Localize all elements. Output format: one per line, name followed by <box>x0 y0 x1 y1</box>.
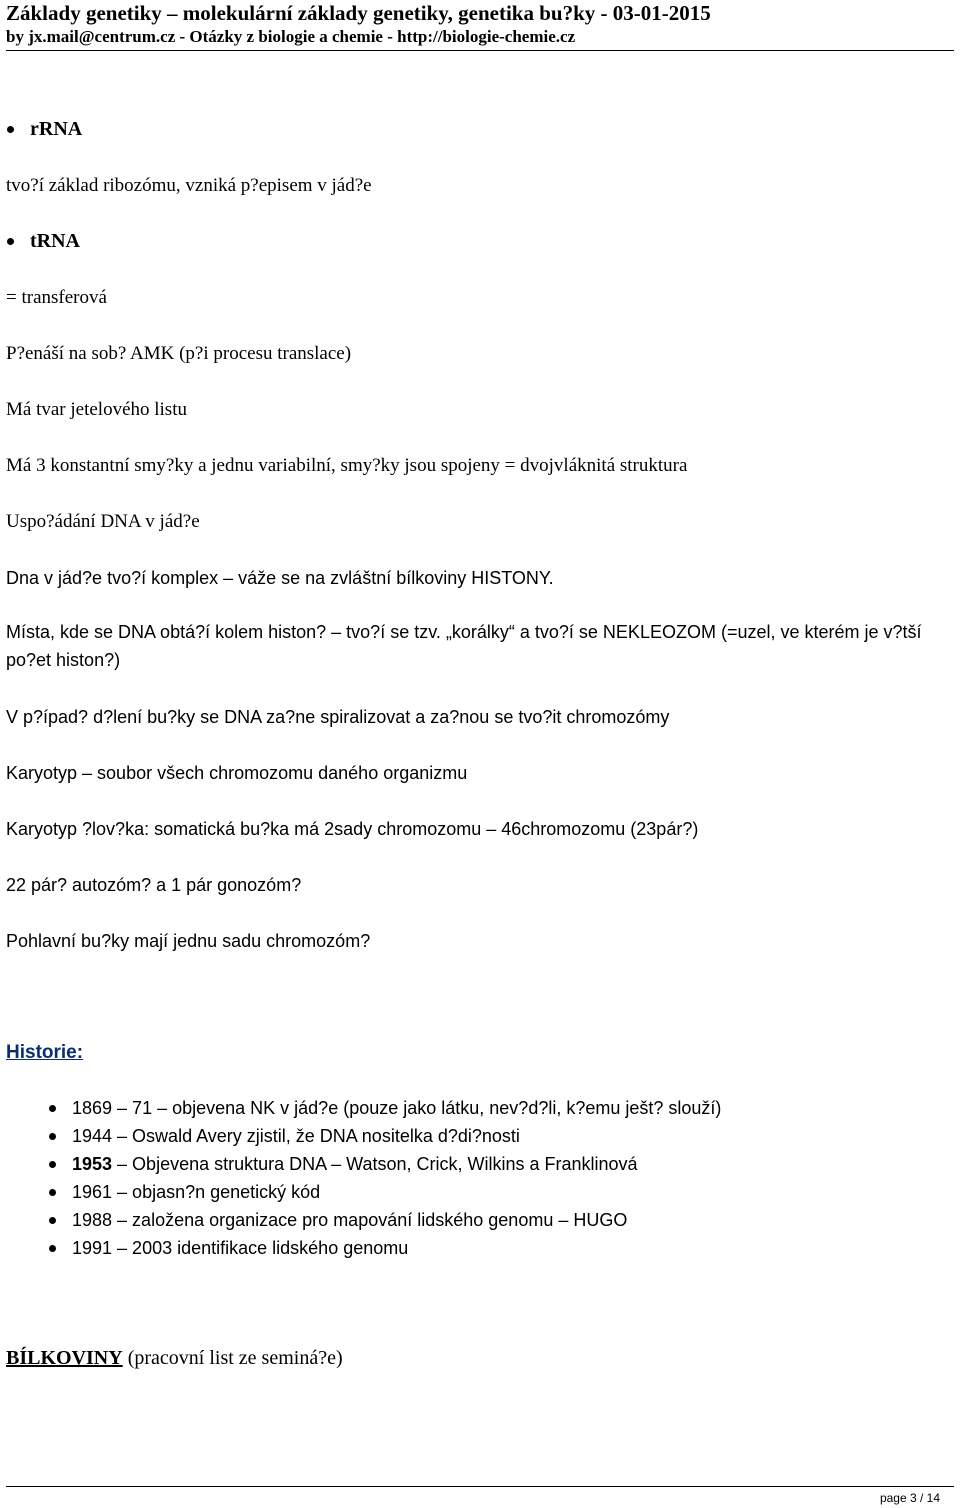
rrna-heading: rRNA <box>30 118 83 140</box>
bilkoviny-bold: BÍLKOVINY <box>6 1347 123 1369</box>
bilkoviny-heading <box>6 1346 343 1370</box>
bullet-icon <box>49 1217 56 1224</box>
list-item <box>6 1122 721 1150</box>
history-text: – Oswald Avery zjistil, že DNA nositelka d?di?nosti <box>112 1126 520 1146</box>
list-item <box>6 1150 721 1178</box>
header-divider <box>6 50 954 51</box>
sans-line: 22 pár? autozóm? a 1 pár gonozóm? <box>6 875 302 895</box>
document-subtitle: by jx.mail@centrum.cz - Otázky z biologie a chemie - http://biologie-chemie.cz <box>6 27 576 46</box>
history-year: 1988 <box>72 1210 113 1230</box>
sans-line: Karyotyp ?lov?ka: somatická bu?ka má 2sady chromozomu – 46chromozomu (23pár?) <box>6 819 699 839</box>
bullet-icon <box>7 126 14 133</box>
history-year: 1991 <box>72 1238 113 1258</box>
rrna-text: tvo?í základ ribozómu, vzniká p?episem v jád?e <box>6 175 372 196</box>
history-year: 1869 – 71 <box>72 1098 153 1118</box>
bullet-icon <box>49 1105 56 1112</box>
trna-heading: tRNA <box>30 230 80 252</box>
history-year: 1953 <box>72 1154 113 1174</box>
list-item <box>6 1234 721 1262</box>
sans-line: V p?ípad? d?lení bu?ky se DNA za?ne spiralizovat a za?nou se tvo?it chromozómy <box>6 707 670 727</box>
page-header <box>6 0 956 52</box>
history-year: 1944 <box>72 1126 113 1146</box>
list-item <box>6 1178 721 1206</box>
list-item <box>6 1206 721 1234</box>
bullet-icon <box>49 1133 56 1140</box>
history-text: – 2003 identifikace lidského genomu <box>112 1238 409 1258</box>
sans-line: Dna v jád?e tvo?í komplex – váže se na zvláštní bílkoviny HISTONY. <box>6 568 554 588</box>
history-heading: Historie: <box>6 1042 84 1063</box>
bullet-icon <box>49 1245 56 1252</box>
bullet-icon <box>49 1161 56 1168</box>
sans-line: Místa, kde se DNA obtá?í kolem histon? – tvo?í se tzv. „korálky“ a tvo?í se NEKLEOZOM (=uzel, ve kterém je v?tší po?et histon?) <box>6 622 922 670</box>
footer-divider <box>6 1486 954 1487</box>
history-list <box>6 1094 721 1262</box>
sans-line: Pohlavní bu?ky mají jednu sadu chromozóm? <box>6 931 371 951</box>
list-item <box>6 1094 721 1122</box>
history-text: – založena organizace pro mapování lidského genomu – HUGO <box>112 1210 628 1230</box>
trna-line: = transferová <box>6 287 107 308</box>
trna-line: P?enáší na sob? AMK (p?i procesu translace) <box>6 343 352 364</box>
bullet-icon <box>7 238 14 245</box>
bullet-icon <box>49 1189 56 1196</box>
document-title: Základy genetiky – molekulární základy genetiky, genetika bu?ky - 03-01-2015 <box>6 1 711 25</box>
bilkoviny-rest: (pracovní list ze seminá?e) <box>122 1347 343 1369</box>
trna-line: Má tvar jetelového listu <box>6 399 187 420</box>
history-year: 1961 <box>72 1182 113 1202</box>
history-text: – objasn?n genetický kód <box>112 1182 321 1202</box>
trna-line: Uspo?ádání DNA v jád?e <box>6 511 200 532</box>
rrna-heading-item <box>30 117 82 141</box>
page-number: page 3 / 14 <box>879 1491 940 1505</box>
trna-line: Má 3 konstantní smy?ky a jednu variabilní, smy?ky jsou spojeny = dvojvláknitá struktura <box>6 455 688 476</box>
history-text: – objevena NK v jád?e (pouze jako látku, nev?d?li, k?emu ješt? slouží) <box>152 1098 722 1118</box>
sans-line: Karyotyp – soubor všech chromozomu daného organizmu <box>6 763 468 783</box>
history-text: – Objevena struktura DNA – Watson, Crick, Wilkins a Franklinová <box>112 1154 638 1174</box>
trna-heading-item <box>30 229 80 253</box>
